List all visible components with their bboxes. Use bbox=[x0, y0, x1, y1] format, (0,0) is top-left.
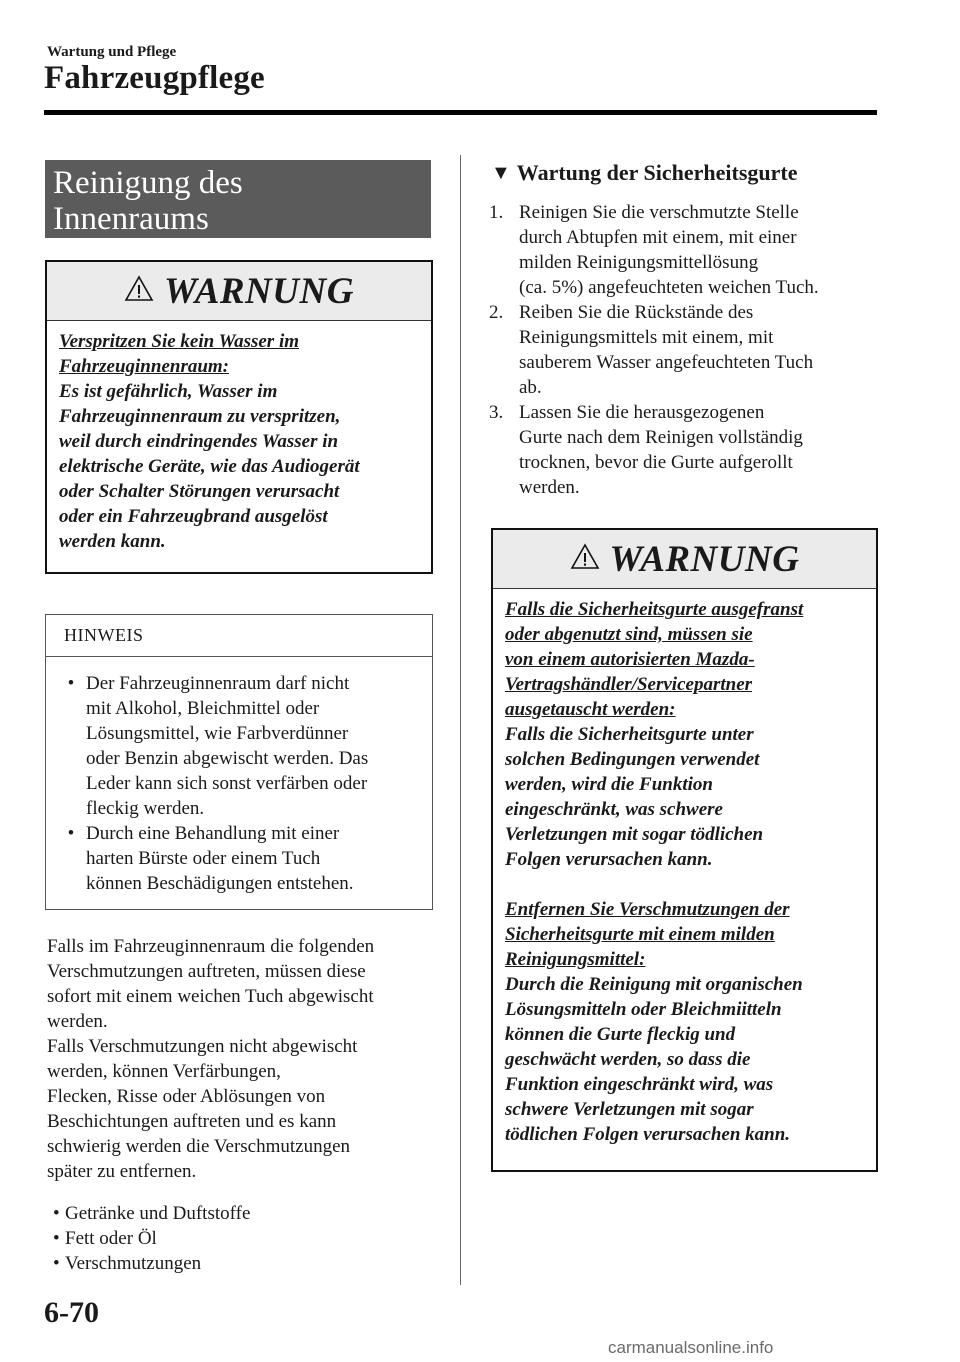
step-item bbox=[489, 200, 881, 300]
triangle-down-icon: ▼ bbox=[491, 161, 511, 184]
warning-line: Lösungsmitteln oder Bleichmiitteln bbox=[505, 999, 782, 1020]
note-line: Leder kann sich sonst verfärben oder bbox=[86, 773, 368, 794]
page-number: 6-70 bbox=[44, 1296, 99, 1329]
step-line: ab. bbox=[519, 377, 542, 398]
body-line: sofort mit einem weichen Tuch abgewischt bbox=[47, 986, 374, 1007]
warning-line: Entfernen Sie Verschmutzungen der bbox=[505, 899, 790, 920]
body-line: später zu entfernen. bbox=[47, 1161, 197, 1182]
warning-line: elektrische Geräte, wie das Audiogerät bbox=[59, 456, 360, 477]
body-line: Flecken, Risse oder Ablösungen von bbox=[47, 1086, 326, 1107]
warning-title: WARNUNG bbox=[164, 270, 354, 312]
step-line: Reiben Sie die Rückstände des bbox=[519, 302, 754, 323]
body-line: werden, können Verfärbungen, bbox=[47, 1061, 281, 1082]
warning-header bbox=[493, 530, 876, 589]
warning-line: Sicherheitsgurte mit einem milden bbox=[505, 924, 775, 945]
section-heading-line-1: Reinigung des bbox=[53, 165, 243, 201]
body-line: Verschmutzungen auftreten, müssen diese bbox=[47, 961, 366, 982]
warning-line: tödlichen Folgen verursachen kann. bbox=[505, 1124, 791, 1145]
paragraph-gap bbox=[505, 872, 866, 897]
warning-line: Verletzungen mit sogar tödlichen bbox=[505, 824, 764, 845]
bullet-icon: • bbox=[53, 1228, 60, 1249]
list-item-text: Fett oder Öl bbox=[65, 1228, 157, 1249]
note-box bbox=[45, 614, 433, 910]
section-heading-line-2: Innenraums bbox=[53, 201, 209, 237]
warning-line: können die Gurte fleckig und bbox=[505, 1024, 736, 1045]
warning-line: geschwächt werden, so dass die bbox=[505, 1049, 751, 1070]
step-line: (ca. 5%) angefeuchteten weichen Tuch. bbox=[519, 277, 819, 298]
bullet-icon: • bbox=[67, 673, 75, 694]
note-line: harten Bürste oder einem Tuch bbox=[86, 848, 321, 869]
note-item-text bbox=[86, 821, 354, 896]
note-line: Lösungsmittel, wie Farbverdünner bbox=[86, 723, 349, 744]
stain-list bbox=[53, 1201, 433, 1276]
step-line: Reinigungsmittels mit einem, mit bbox=[519, 327, 774, 348]
warning-line: Reinigungsmittel: bbox=[505, 949, 646, 970]
bullet-icon: • bbox=[53, 1203, 60, 1224]
warning-triangle-icon bbox=[124, 275, 154, 307]
warning-body bbox=[47, 321, 431, 562]
step-item bbox=[489, 400, 881, 500]
warning-line: Durch die Reinigung mit organischen bbox=[505, 974, 803, 995]
warning-line: Falls die Sicherheitsgurte unter bbox=[505, 724, 754, 745]
list-item bbox=[53, 1226, 433, 1251]
body-line: Falls im Fahrzeuginnenraum die folgenden bbox=[47, 936, 375, 957]
warning-line: ausgetauscht werden: bbox=[505, 699, 676, 720]
warning-line: weil durch eindringendes Wasser in bbox=[59, 431, 339, 452]
warning-line: Fahrzeuginnenraum zu verspritzen, bbox=[59, 406, 341, 427]
warning-line: oder ein Fahrzeugbrand ausgelöst bbox=[59, 506, 328, 527]
note-body bbox=[46, 657, 432, 896]
warning-line: Falls die Sicherheitsgurte ausgefranst bbox=[505, 599, 804, 620]
subsection-heading-text: Wartung der Sicherheitsgurte bbox=[516, 160, 798, 185]
note-line: mit Alkohol, Bleichmittel oder bbox=[86, 698, 320, 719]
note-title: HINWEIS bbox=[46, 615, 432, 657]
step-line: Reinigen Sie die verschmutzte Stelle bbox=[519, 202, 799, 223]
body-line: werden. bbox=[47, 1011, 108, 1032]
warning-triangle-icon bbox=[570, 543, 600, 575]
warning-box-seatbelts bbox=[491, 528, 878, 1172]
warning-line: Vertragshändler/Servicepartner bbox=[505, 674, 753, 695]
step-text bbox=[519, 400, 803, 500]
body-line: Falls Verschmutzungen nicht abgewischt bbox=[47, 1036, 358, 1057]
note-line: Durch eine Behandlung mit einer bbox=[86, 823, 340, 844]
step-number: 2. bbox=[489, 302, 504, 323]
warning-header bbox=[47, 262, 431, 321]
warning-line: von einem autorisierten Mazda- bbox=[505, 649, 755, 670]
warning-line: Verspritzen Sie kein Wasser im bbox=[59, 331, 300, 352]
warning-box-interior-water bbox=[45, 260, 433, 574]
step-line: durch Abtupfen mit einem, mit einer bbox=[519, 227, 797, 248]
note-line: fleckig werden. bbox=[86, 798, 205, 819]
warning-line: werden, wird die Funktion bbox=[505, 774, 713, 795]
step-line: werden. bbox=[519, 477, 580, 498]
section-heading bbox=[45, 160, 431, 238]
note-line: können Beschädigungen entstehen. bbox=[86, 873, 354, 894]
step-line: Lassen Sie die herausgezogenen bbox=[519, 402, 765, 423]
page-title: Fahrzeugpflege bbox=[44, 60, 265, 96]
warning-line: schwere Verletzungen mit sogar bbox=[505, 1099, 754, 1120]
body-line: Beschichtungen auftreten und es kann bbox=[47, 1111, 337, 1132]
warning-line: Funktion eingeschränkt wird, was bbox=[505, 1074, 774, 1095]
warning-title: WARNUNG bbox=[609, 538, 800, 580]
warning-line: Folgen verursachen kann. bbox=[505, 849, 713, 870]
warning-line: oder Schalter Störungen verursacht bbox=[59, 481, 340, 502]
step-number: 3. bbox=[489, 402, 504, 423]
step-text bbox=[519, 200, 819, 300]
warning-line: Fahrzeuginnenraum: bbox=[59, 356, 230, 377]
section-label: Wartung und Pflege bbox=[47, 44, 177, 60]
note-item bbox=[56, 821, 422, 896]
body-line: schwierig werden die Verschmutzungen bbox=[47, 1136, 351, 1157]
step-text bbox=[519, 300, 813, 400]
warning-line: eingeschränkt, was schwere bbox=[505, 799, 723, 820]
step-line: trocknen, bevor die Gurte aufgerollt bbox=[519, 452, 793, 473]
body-text-left bbox=[47, 934, 437, 1184]
note-item bbox=[56, 671, 422, 821]
subsection-heading bbox=[491, 160, 797, 186]
warning-line: Es ist gefährlich, Wasser im bbox=[59, 381, 278, 402]
warning-line: werden kann. bbox=[59, 531, 166, 552]
bullet-icon: • bbox=[67, 823, 75, 844]
warning-body bbox=[493, 589, 876, 1155]
warning-line: oder abgenutzt sind, müssen sie bbox=[505, 624, 753, 645]
bullet-icon: • bbox=[53, 1253, 60, 1274]
step-line: milden Reinigungsmittellösung bbox=[519, 252, 759, 273]
list-item bbox=[53, 1201, 433, 1226]
step-line: Gurte nach dem Reinigen vollständig bbox=[519, 427, 803, 448]
warning-line: solchen Bedingungen verwendet bbox=[505, 749, 760, 770]
note-item-text bbox=[86, 671, 368, 821]
step-number: 1. bbox=[489, 202, 504, 223]
note-line: oder Benzin abgewischt werden. Das bbox=[86, 748, 369, 769]
list-item-text: Getränke und Duftstoffe bbox=[65, 1203, 251, 1224]
steps-list bbox=[489, 200, 881, 500]
list-item-text: Verschmutzungen bbox=[65, 1253, 202, 1274]
header-rule bbox=[44, 110, 877, 115]
step-item bbox=[489, 300, 881, 400]
list-item bbox=[53, 1251, 433, 1276]
column-divider bbox=[460, 155, 461, 1285]
note-line: Der Fahrzeuginnenraum darf nicht bbox=[86, 673, 350, 694]
step-line: sauberem Wasser angefeuchteten Tuch bbox=[519, 352, 814, 373]
watermark: carmanualsonline.info bbox=[608, 1338, 774, 1357]
